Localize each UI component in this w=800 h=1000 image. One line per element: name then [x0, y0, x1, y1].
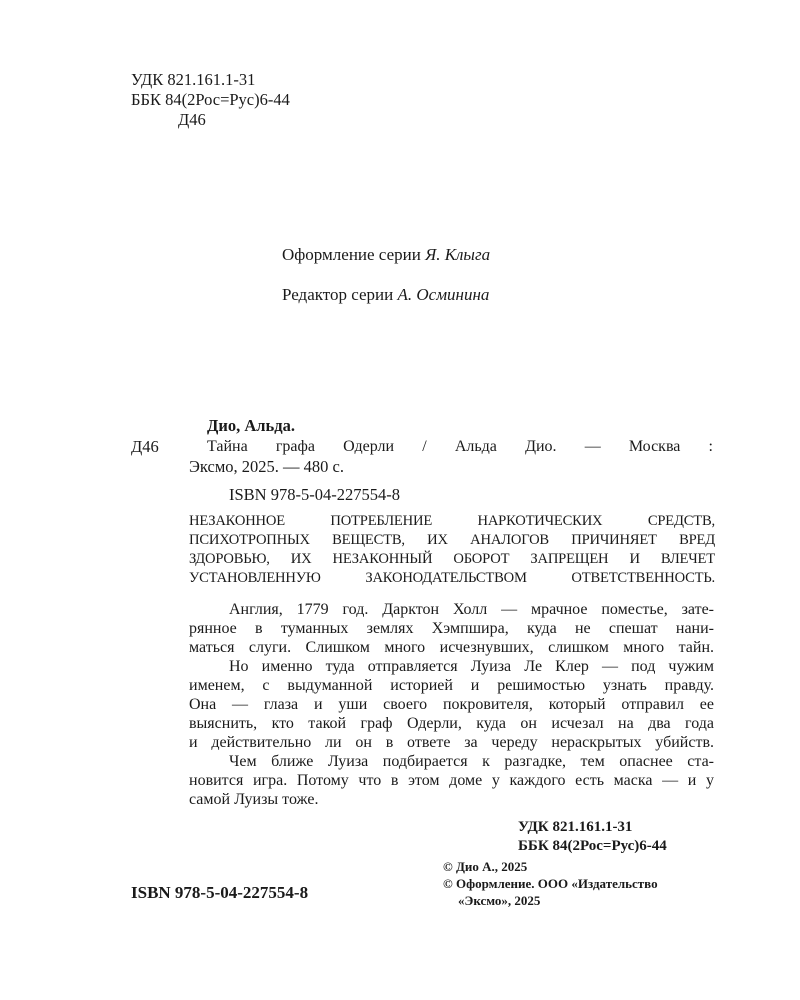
copyright-design: © Оформление. ООО «Издательство	[443, 876, 658, 891]
bbk-code-bottom: ББК 84(2Рос=Рус)6-44	[518, 838, 667, 854]
series-editor-label: Редактор серии	[282, 285, 394, 304]
series-editor-name: А. Осминина	[397, 285, 490, 304]
series-design-credit	[282, 245, 490, 264]
bib-line-2: Эксмо, 2025. — 480 с.	[189, 457, 344, 476]
annotation-line: и действительно ли он в ответе за череду нераскрытых убийств.	[189, 734, 714, 751]
annotation-line: Чем ближе Луиза подбирается к разгадке, тем опаснее ста-	[229, 753, 714, 770]
warning-line: ПСИХОТРОПНЫХ ВЕЩЕСТВ, ИХ АНАЛОГОВ ПРИЧИНЯЕТ ВРЕД	[189, 532, 715, 548]
footer-isbn: ISBN 978-5-04-227554-8	[131, 883, 309, 902]
bib-line-1: Тайна графа Одерли / Альда Дио. — Москва :	[207, 438, 713, 455]
bbk-code-top: ББК 84(2Рос=Рус)6-44	[131, 90, 290, 109]
udk-code-top: УДК 821.161.1-31	[131, 70, 256, 89]
annotation-line: Но именно туда отправляется Луиза Ле Клер — под чужим	[229, 658, 714, 675]
warning-line: ЗДОРОВЬЮ, ИХ НЕЗАКОННЫЙ ОБОРОТ ЗАПРЕЩЕН И ВЛЕЧЕТ	[189, 551, 715, 567]
udk-code-bottom: УДК 821.161.1-31	[518, 819, 633, 835]
series-design-name: Я. Клыга	[425, 245, 491, 264]
bib-isbn: ISBN 978-5-04-227554-8	[229, 485, 400, 504]
copyright-publisher: «Эксмо», 2025	[458, 893, 541, 908]
warning-line: НЕЗАКОННОЕ ПОТРЕБЛЕНИЕ НАРКОТИЧЕСКИХ СРЕДСТВ,	[189, 513, 715, 529]
annotation-line: новится игра. Потому что в этом доме у каждого есть маска — и у	[189, 772, 714, 789]
author-mark-top: Д46	[178, 110, 206, 129]
annotation-line: самой Луизы тоже.	[189, 791, 319, 808]
annotation-line: выяснить, кто такой граф Одерли, куда он исчезал на два года	[189, 715, 714, 732]
annotation-line: маться слуги. Слишком много исчезнувших, слишком много тайн.	[189, 639, 714, 656]
warning-line: УСТАНОВЛЕННУЮ ЗАКОНОДАТЕЛЬСТВОМ ОТВЕТСТВЕННОСТЬ.	[189, 570, 715, 586]
annotation-line: рянное в туманных землях Хэмпшира, куда не спешат нани-	[189, 620, 714, 637]
copyright-author: © Дио А., 2025	[443, 859, 528, 874]
author-heading: Дио, Альда.	[207, 416, 295, 435]
annotation-line: Она — глаза и уши своего покровителя, который отправил ее	[189, 696, 714, 713]
series-editor-credit	[282, 285, 489, 304]
series-design-label: Оформление серии	[282, 245, 421, 264]
author-mark: Д46	[131, 437, 159, 456]
annotation-line: Англия, 1779 год. Дарктон Холл — мрачное поместье, зате-	[229, 601, 714, 618]
annotation-line: именем, с выдуманной историей и решимостью узнать правду.	[189, 677, 714, 694]
